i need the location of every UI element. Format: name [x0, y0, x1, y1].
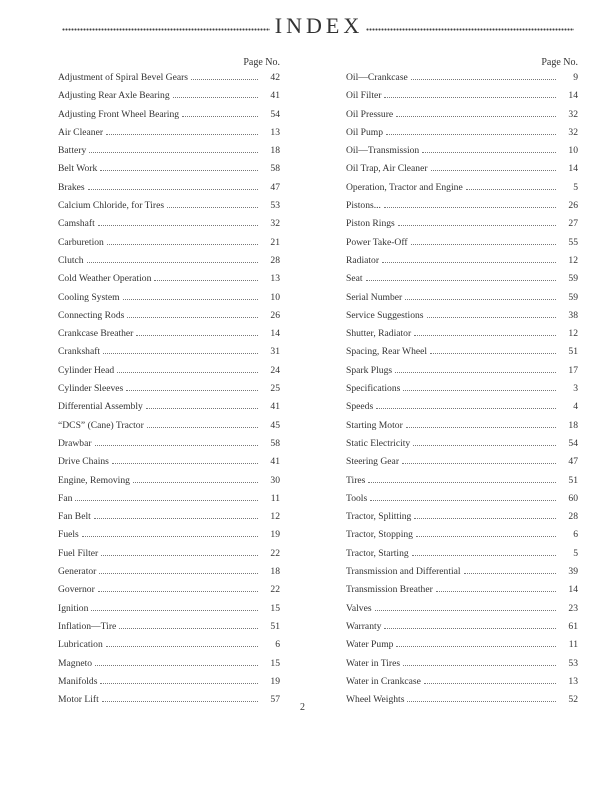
entry-label: Piston Rings — [346, 218, 395, 230]
index-entry — [346, 566, 578, 584]
entry-page-number: 10 — [568, 145, 578, 157]
index-entry — [58, 200, 280, 218]
entry-page-number: 6 — [275, 639, 280, 651]
entry-page-number: 10 — [270, 291, 280, 303]
index-column-left — [58, 54, 280, 712]
dot-leader — [376, 408, 556, 409]
entry-page-number: 5 — [573, 181, 578, 193]
entry-page-number: 31 — [270, 346, 280, 358]
index-entry — [58, 584, 280, 602]
entry-page-number: 22 — [270, 547, 280, 559]
entry-page-number: 60 — [568, 492, 578, 504]
entry-page-number: 5 — [573, 547, 578, 559]
entry-label: Fan Belt — [58, 511, 91, 523]
index-entry — [58, 237, 280, 255]
dot-leader — [370, 500, 556, 501]
entry-label: Tractor, Splitting — [346, 511, 412, 523]
index-list-left — [58, 72, 280, 712]
index-entry — [58, 548, 280, 566]
entry-label: Fuels — [58, 529, 79, 541]
dotted-rule-left — [62, 28, 270, 31]
entry-label: Radiator — [346, 254, 380, 266]
entry-page-number: 32 — [270, 218, 280, 230]
dot-leader — [411, 79, 556, 80]
column-heading: Page No. — [541, 57, 578, 68]
index-entry — [58, 90, 280, 108]
entry-label: Oil Pressure — [346, 108, 394, 120]
entry-page-number: 28 — [270, 254, 280, 266]
index-entry — [346, 237, 578, 255]
dot-leader — [424, 683, 556, 684]
entry-label: Generator — [58, 566, 97, 578]
dot-leader — [167, 207, 258, 208]
entry-page-number: 51 — [568, 346, 578, 358]
dot-leader — [75, 500, 258, 501]
entry-page-number: 28 — [568, 511, 578, 523]
entry-label: Transmission Breather — [346, 584, 433, 596]
index-entry — [346, 163, 578, 181]
dot-leader — [98, 591, 258, 592]
entry-label: Spacing, Rear Wheel — [346, 346, 428, 358]
index-entry — [346, 365, 578, 383]
dot-leader — [427, 317, 556, 318]
entry-label: Governor — [58, 584, 95, 596]
entry-label: Oil—Crankcase — [346, 72, 408, 83]
index-entry — [346, 90, 578, 108]
entry-page-number: 3 — [573, 383, 578, 395]
entry-page-number: 58 — [270, 437, 280, 449]
dot-leader — [398, 225, 556, 226]
entry-page-number: 22 — [270, 584, 280, 596]
entry-label: Tools — [346, 492, 368, 504]
index-entry — [346, 548, 578, 566]
dot-leader — [403, 390, 556, 391]
entry-label: Battery — [58, 145, 87, 157]
entry-page-number: 14 — [568, 90, 578, 102]
entry-page-number: 41 — [270, 401, 280, 413]
entry-page-number: 51 — [270, 620, 280, 632]
index-header — [62, 12, 574, 40]
entry-page-number: 51 — [568, 474, 578, 486]
entry-label: Oil Trap, Air Cleaner — [346, 163, 428, 175]
entry-label: Belt Work — [58, 163, 98, 175]
index-entry — [58, 456, 280, 474]
dot-leader — [402, 463, 556, 464]
entry-label: Cylinder Sleeves — [58, 383, 124, 395]
entry-label: Seat — [346, 273, 363, 285]
dot-leader — [95, 665, 258, 666]
index-entry — [346, 145, 578, 163]
dot-leader — [366, 280, 556, 281]
index-entry — [58, 383, 280, 401]
entry-label: Static Electricity — [346, 437, 411, 449]
index-entry — [58, 676, 280, 694]
dot-leader — [136, 335, 258, 336]
dot-leader — [403, 665, 556, 666]
dot-leader — [386, 134, 556, 135]
entry-label: Oil Pump — [346, 126, 384, 138]
dot-leader — [396, 116, 556, 117]
index-entry — [346, 292, 578, 310]
entry-label: Motor Lift — [58, 694, 99, 706]
entry-label: Oil—Transmission — [346, 145, 420, 157]
index-column-right — [346, 54, 578, 712]
entry-page-number: 32 — [568, 126, 578, 138]
index-entry — [346, 456, 578, 474]
entry-page-number: 59 — [568, 291, 578, 303]
dot-leader — [123, 299, 258, 300]
index-entry — [58, 255, 280, 273]
dot-leader — [405, 299, 556, 300]
index-entry — [346, 493, 578, 511]
entry-label: Valves — [346, 602, 372, 614]
entry-label: Operation, Tractor and Engine — [346, 181, 463, 193]
dot-leader — [154, 280, 258, 281]
entry-page-number: 53 — [270, 200, 280, 212]
index-entry — [58, 346, 280, 364]
entry-page-number: 41 — [270, 456, 280, 468]
entry-page-number: 19 — [270, 529, 280, 541]
index-entry — [346, 273, 578, 291]
index-entry — [346, 584, 578, 602]
dot-leader — [89, 152, 258, 153]
dot-leader — [117, 372, 258, 373]
entry-page-number: 12 — [270, 511, 280, 523]
index-entry — [346, 438, 578, 456]
index-entry — [346, 218, 578, 236]
dot-leader — [101, 555, 258, 556]
dot-leader — [99, 573, 258, 574]
index-entry — [58, 401, 280, 419]
index-entry — [58, 475, 280, 493]
index-entry — [346, 639, 578, 657]
entry-label: Differential Assembly — [58, 401, 143, 413]
index-entry — [58, 328, 280, 346]
entry-label: Spark Plugs — [346, 364, 393, 376]
dot-leader — [384, 207, 556, 208]
dot-leader — [375, 610, 556, 611]
dot-leader — [464, 573, 556, 574]
index-entry — [58, 566, 280, 584]
entry-page-number: 18 — [568, 419, 578, 431]
index-entry — [346, 529, 578, 547]
index-entry — [346, 255, 578, 273]
entry-page-number: 17 — [568, 364, 578, 376]
page-number: 2 — [300, 702, 305, 713]
index-entry — [346, 658, 578, 676]
entry-page-number: 9 — [573, 72, 578, 83]
entry-label: Speeds — [346, 401, 374, 413]
dot-leader — [414, 518, 556, 519]
index-entry — [346, 401, 578, 419]
index-entry — [58, 145, 280, 163]
index-entry — [58, 438, 280, 456]
entry-label: Serial Number — [346, 291, 403, 303]
dot-leader — [416, 536, 556, 537]
dot-leader — [106, 134, 258, 135]
entry-page-number: 26 — [568, 200, 578, 212]
entry-label: “DCS” (Cane) Tractor — [58, 419, 144, 431]
dot-leader — [396, 646, 556, 647]
dot-leader — [127, 317, 258, 318]
entry-page-number: 18 — [270, 566, 280, 578]
entry-label: Manifolds — [58, 675, 98, 687]
entry-label: Oil Filter — [346, 90, 382, 102]
entry-label: Inflation—Tire — [58, 620, 117, 632]
entry-label: Fan — [58, 492, 73, 504]
index-entry — [346, 310, 578, 328]
index-entry — [58, 163, 280, 181]
dot-leader — [102, 701, 258, 702]
entry-label: Service Suggestions — [346, 309, 424, 321]
entry-page-number: 21 — [270, 236, 280, 248]
entry-page-number: 4 — [573, 401, 578, 413]
dot-leader — [430, 353, 556, 354]
dot-leader — [126, 390, 258, 391]
entry-page-number: 12 — [568, 328, 578, 340]
entry-label: Lubrication — [58, 639, 103, 651]
dot-leader — [95, 445, 258, 446]
index-columns — [58, 54, 578, 712]
index-entry — [58, 658, 280, 676]
entry-page-number: 38 — [568, 309, 578, 321]
entry-label: Tractor, Stopping — [346, 529, 413, 541]
entry-page-number: 39 — [568, 566, 578, 578]
entry-label: Pistons... — [346, 200, 381, 212]
index-entry — [58, 218, 280, 236]
dot-leader — [431, 170, 556, 171]
dot-leader — [173, 97, 258, 98]
entry-page-number: 14 — [568, 163, 578, 175]
index-list-right — [346, 72, 578, 712]
index-entry — [346, 182, 578, 200]
entry-label: Clutch — [58, 254, 84, 266]
entry-page-number: 18 — [270, 145, 280, 157]
entry-page-number: 41 — [270, 90, 280, 102]
index-entry — [58, 182, 280, 200]
entry-label: Camshaft — [58, 218, 95, 230]
entry-label: Engine, Removing — [58, 474, 130, 486]
dot-leader — [146, 408, 258, 409]
index-entry — [346, 603, 578, 621]
index-entry — [58, 621, 280, 639]
dot-leader — [414, 335, 556, 336]
entry-page-number: 11 — [568, 639, 578, 651]
index-entry — [346, 621, 578, 639]
entry-label: Adjusting Rear Axle Bearing — [58, 90, 170, 102]
entry-label: Water in Crankcase — [346, 675, 421, 687]
index-entry — [346, 694, 578, 712]
entry-page-number: 54 — [568, 437, 578, 449]
index-entry — [346, 511, 578, 529]
entry-label: Cold Weather Operation — [58, 273, 152, 285]
entry-label: Water in Tires — [346, 657, 401, 669]
entry-label: Warranty — [346, 620, 382, 632]
entry-label: Shutter, Radiator — [346, 328, 412, 340]
index-entry — [58, 529, 280, 547]
entry-page-number: 24 — [270, 364, 280, 376]
entry-page-number: 54 — [270, 108, 280, 120]
index-entry — [346, 383, 578, 401]
dot-leader — [112, 463, 258, 464]
dot-leader — [422, 152, 556, 153]
entry-label: Adjusting Front Wheel Bearing — [58, 108, 180, 120]
index-entry — [58, 310, 280, 328]
entry-page-number: 61 — [568, 620, 578, 632]
page-title: INDEX — [274, 13, 364, 38]
index-entry — [58, 511, 280, 529]
entry-page-number: 12 — [568, 254, 578, 266]
entry-page-number: 58 — [270, 163, 280, 175]
index-entry — [58, 109, 280, 127]
entry-label: Tires — [346, 474, 366, 486]
index-entry — [346, 127, 578, 145]
entry-label: Cylinder Head — [58, 364, 115, 376]
entry-label: Air Cleaner — [58, 126, 104, 138]
entry-page-number: 57 — [270, 694, 280, 706]
dot-leader — [147, 427, 258, 428]
index-entry — [346, 109, 578, 127]
entry-label: Ignition — [58, 602, 89, 614]
dot-leader — [436, 591, 556, 592]
entry-label: Magneto — [58, 657, 93, 669]
entry-label: Water Pump — [346, 639, 394, 651]
entry-label: Crankcase Breather — [58, 328, 134, 340]
entry-label: Adjustment of Spiral Bevel Gears — [58, 72, 189, 83]
entry-page-number: 11 — [270, 492, 280, 504]
entry-page-number: 13 — [270, 273, 280, 285]
entry-page-number: 13 — [568, 675, 578, 687]
dot-leader — [368, 482, 556, 483]
entry-page-number: 53 — [568, 657, 578, 669]
entry-label: Starting Motor — [346, 419, 403, 431]
index-entry — [346, 346, 578, 364]
dot-leader — [87, 262, 258, 263]
index-entry — [58, 365, 280, 383]
dot-leader — [466, 189, 556, 190]
entry-page-number: 25 — [270, 383, 280, 395]
entry-page-number: 52 — [568, 694, 578, 706]
entry-label: Brakes — [58, 181, 85, 193]
index-entry — [58, 292, 280, 310]
entry-label: Carburetion — [58, 236, 104, 248]
entry-page-number: 15 — [270, 602, 280, 614]
index-entry — [58, 72, 280, 90]
dot-leader — [88, 189, 258, 190]
entry-page-number: 19 — [270, 675, 280, 687]
entry-label: Tractor, Starting — [346, 547, 409, 559]
entry-page-number: 23 — [568, 602, 578, 614]
index-entry — [346, 475, 578, 493]
entry-label: Calcium Chloride, for Tires — [58, 200, 165, 212]
dot-leader — [100, 170, 258, 171]
index-entry — [346, 200, 578, 218]
dot-leader — [106, 646, 258, 647]
dot-leader — [107, 244, 258, 245]
index-entry — [58, 273, 280, 291]
dot-leader — [103, 353, 258, 354]
dot-leader — [191, 79, 258, 80]
index-entry — [58, 493, 280, 511]
entry-label: Fuel Filter — [58, 547, 99, 559]
entry-page-number: 59 — [568, 273, 578, 285]
dotted-rule-right — [366, 28, 574, 31]
entry-page-number: 47 — [568, 456, 578, 468]
index-entry — [58, 420, 280, 438]
index-entry — [346, 328, 578, 346]
column-heading: Page No. — [243, 57, 280, 68]
entry-page-number: 6 — [573, 529, 578, 541]
entry-label: Drive Chains — [58, 456, 109, 468]
index-entry — [58, 603, 280, 621]
index-entry — [58, 127, 280, 145]
entry-page-number: 55 — [568, 236, 578, 248]
entry-page-number: 14 — [568, 584, 578, 596]
entry-page-number: 42 — [270, 72, 280, 83]
index-entry — [58, 694, 280, 712]
dot-leader — [98, 225, 258, 226]
dot-leader — [411, 244, 556, 245]
entry-page-number: 45 — [270, 419, 280, 431]
dot-leader — [413, 445, 556, 446]
dot-leader — [94, 518, 258, 519]
index-entry — [346, 676, 578, 694]
entry-label: Transmission and Differential — [346, 566, 461, 578]
entry-page-number: 13 — [270, 126, 280, 138]
entry-page-number: 32 — [568, 108, 578, 120]
entry-page-number: 15 — [270, 657, 280, 669]
dot-leader — [384, 628, 556, 629]
entry-label: Drawbar — [58, 437, 92, 449]
dot-leader — [133, 482, 258, 483]
dot-leader — [100, 683, 258, 684]
dot-leader — [407, 701, 556, 702]
entry-label: Connecting Rods — [58, 309, 125, 321]
entry-label: Power Take-Off — [346, 236, 408, 248]
entry-page-number: 47 — [270, 181, 280, 193]
dot-leader — [384, 97, 556, 98]
index-entry — [58, 639, 280, 657]
index-entry — [346, 420, 578, 438]
entry-label: Crankshaft — [58, 346, 101, 358]
entry-page-number: 30 — [270, 474, 280, 486]
entry-label: Wheel Weights — [346, 694, 405, 706]
entry-page-number: 27 — [568, 218, 578, 230]
dot-leader — [382, 262, 556, 263]
index-entry — [346, 72, 578, 90]
dot-leader — [182, 116, 258, 117]
dot-leader — [91, 610, 258, 611]
entry-label: Specifications — [346, 383, 401, 395]
entry-label: Steering Gear — [346, 456, 400, 468]
dot-leader — [119, 628, 258, 629]
dot-leader — [412, 555, 556, 556]
dot-leader — [406, 427, 556, 428]
entry-page-number: 26 — [270, 309, 280, 321]
dot-leader — [82, 536, 258, 537]
dot-leader — [395, 372, 556, 373]
entry-label: Cooling System — [58, 291, 120, 303]
entry-page-number: 14 — [270, 328, 280, 340]
